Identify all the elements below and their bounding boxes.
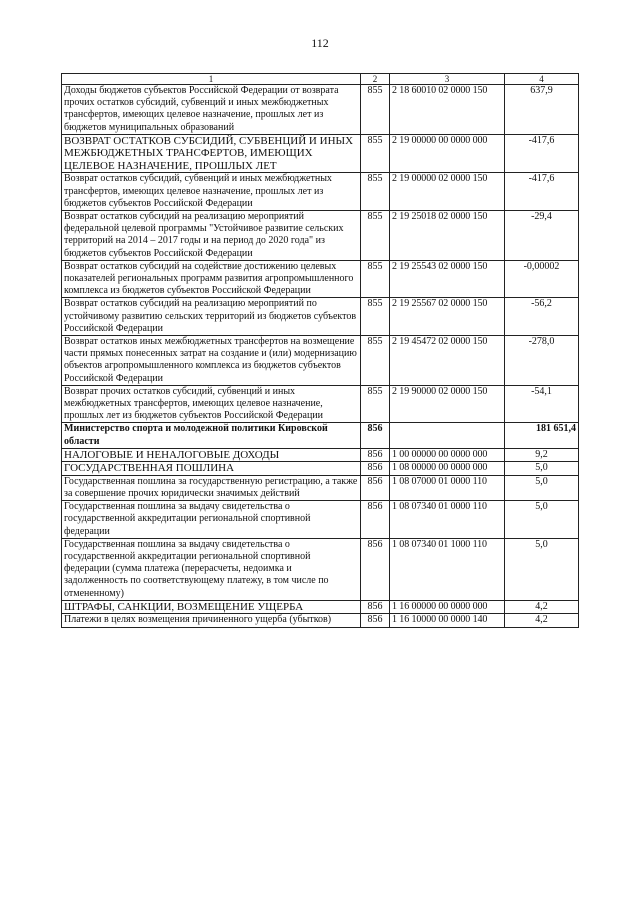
table-row — [62, 210, 579, 260]
cell-code — [390, 423, 505, 448]
cell-sum: 4,2 — [505, 614, 579, 627]
column-header-code: 3 — [390, 74, 505, 85]
table-row — [62, 85, 579, 135]
table-row — [62, 600, 579, 614]
cell-name: Возврат остатков субсидий, субвенций и иных межбюджетных трансфертов, имеющих целевое назначение, прошлых лет из бюджетов субъектов Российской Федерации — [62, 173, 361, 211]
column-header-sum: 4 — [505, 74, 579, 85]
cell-name: Государственная пошлина за выдачу свидетельства о государственной аккредитации региональной спортивной федерации (сумма платежа (перерасчеты, недоимка и задолженность по соответствующему платежу, в том числе по отмененному) — [62, 538, 361, 600]
cell-admin: 855 — [361, 335, 390, 385]
cell-name: Государственная пошлина за государственную регистрацию, а также за совершение прочих юридически значимых действий — [62, 475, 361, 500]
budget-revenue-table — [61, 73, 579, 628]
cell-admin: 856 — [361, 501, 390, 539]
cell-sum: 5,0 — [505, 462, 579, 476]
cell-admin: 856 — [361, 600, 390, 614]
cell-code: 1 08 07000 01 0000 110 — [390, 475, 505, 500]
cell-code: 2 19 25567 02 0000 150 — [390, 298, 505, 336]
table-row — [62, 385, 579, 423]
column-header-name: 1 — [62, 74, 361, 85]
cell-admin: 855 — [361, 210, 390, 260]
cell-code: 1 08 07340 01 0000 110 — [390, 501, 505, 539]
table-row — [62, 501, 579, 539]
cell-admin: 855 — [361, 134, 390, 173]
cell-name: Платежи в целях возмещения причиненного ущерба (убытков) — [62, 614, 361, 627]
table-header-row — [62, 74, 579, 85]
cell-admin: 856 — [361, 448, 390, 462]
table-row — [62, 475, 579, 500]
cell-name: ВОЗВРАТ ОСТАТКОВ СУБСИДИЙ, СУБВЕНЦИЙ И ИНЫХ МЕЖБЮДЖЕТНЫХ ТРАНСФЕРТОВ, ИМЕЮЩИХ ЦЕЛЕВОЕ НАЗНАЧЕНИЕ, ПРОШЛЫХ ЛЕТ — [62, 134, 361, 173]
cell-admin: 856 — [361, 538, 390, 600]
cell-admin: 856 — [361, 423, 390, 448]
cell-name: Возврат остатков иных межбюджетных трансфертов на возмещение части прямых понесенных затрат на создание и (или) модернизацию объектов агропромышленного комплекса из бюджетов субъектов Российской Федерации — [62, 335, 361, 385]
cell-code: 2 19 90000 02 0000 150 — [390, 385, 505, 423]
cell-sum: -278,0 — [505, 335, 579, 385]
cell-code: 2 18 60010 02 0000 150 — [390, 85, 505, 135]
cell-admin: 855 — [361, 298, 390, 336]
cell-code: 1 00 00000 00 0000 000 — [390, 448, 505, 462]
cell-code: 2 19 00000 02 0000 150 — [390, 173, 505, 211]
cell-admin: 855 — [361, 173, 390, 211]
cell-sum: 9,2 — [505, 448, 579, 462]
cell-sum: -417,6 — [505, 134, 579, 173]
cell-sum: -29,4 — [505, 210, 579, 260]
table-row — [62, 134, 579, 173]
cell-code: 1 16 10000 00 0000 140 — [390, 614, 505, 627]
cell-admin: 855 — [361, 85, 390, 135]
cell-name: НАЛОГОВЫЕ И НЕНАЛОГОВЫЕ ДОХОДЫ — [62, 448, 361, 462]
cell-name: Министерство спорта и молодежной политики Кировской области — [62, 423, 361, 448]
cell-code: 2 19 45472 02 0000 150 — [390, 335, 505, 385]
cell-name: ШТРАФЫ, САНКЦИИ, ВОЗМЕЩЕНИЕ УЩЕРБА — [62, 600, 361, 614]
cell-name: Возврат остатков субсидий на реализацию мероприятий по устойчивому развитию сельских территорий из бюджетов субъектов Российской Федерации — [62, 298, 361, 336]
cell-name: Государственная пошлина за выдачу свидетельства о государственной аккредитации региональной спортивной федерации — [62, 501, 361, 539]
table-row — [62, 614, 579, 627]
cell-name: Возврат остатков субсидий на реализацию мероприятий федеральной целевой программы "Устойчивое развитие сельских территорий на 2014 – 2017 годы и на период до 2020 года" из бюджетов субъектов Российской Федерации — [62, 210, 361, 260]
cell-admin: 855 — [361, 385, 390, 423]
cell-name: Возврат остатков субсидий на содействие достижению целевых показателей региональных программ развития агропромышленного комплекса из бюджетов субъектов Российской Федерации — [62, 260, 361, 298]
cell-sum: -54,1 — [505, 385, 579, 423]
cell-sum: 637,9 — [505, 85, 579, 135]
cell-sum: -417,6 — [505, 173, 579, 211]
cell-admin: 856 — [361, 614, 390, 627]
table-row — [62, 462, 579, 476]
cell-sum: 5,0 — [505, 501, 579, 539]
cell-sum: 4,2 — [505, 600, 579, 614]
cell-sum: 5,0 — [505, 538, 579, 600]
table-row — [62, 298, 579, 336]
cell-code: 1 08 00000 00 0000 000 — [390, 462, 505, 476]
cell-sum: -56,2 — [505, 298, 579, 336]
cell-name: Доходы бюджетов субъектов Российской Федерации от возврата прочих остатков субсидий, субвенций и иных межбюджетных трансфертов, имеющих целевое назначение, прошлых лет из бюджетов муниципальных образований — [62, 85, 361, 135]
column-header-admin: 2 — [361, 74, 390, 85]
table-row — [62, 538, 579, 600]
cell-admin: 856 — [361, 475, 390, 500]
table-body — [62, 85, 579, 628]
table-row — [62, 423, 579, 448]
table-row — [62, 448, 579, 462]
cell-code: 2 19 00000 00 0000 000 — [390, 134, 505, 173]
table-row — [62, 173, 579, 211]
cell-code: 1 16 00000 00 0000 000 — [390, 600, 505, 614]
cell-name: ГОСУДАРСТВЕННАЯ ПОШЛИНА — [62, 462, 361, 476]
cell-sum: 5,0 — [505, 475, 579, 500]
page-number: 112 — [311, 36, 329, 50]
cell-sum: 181 651,4 — [505, 423, 579, 448]
cell-sum: -0,00002 — [505, 260, 579, 298]
table-row — [62, 260, 579, 298]
cell-admin: 855 — [361, 260, 390, 298]
table-row — [62, 335, 579, 385]
cell-name: Возврат прочих остатков субсидий, субвенций и иных межбюджетных трансфертов, имеющих целевое назначение, прошлых лет из бюджетов субъектов Российской Федерации — [62, 385, 361, 423]
cell-code: 2 19 25018 02 0000 150 — [390, 210, 505, 260]
cell-code: 2 19 25543 02 0000 150 — [390, 260, 505, 298]
cell-code: 1 08 07340 01 1000 110 — [390, 538, 505, 600]
cell-admin: 856 — [361, 462, 390, 476]
